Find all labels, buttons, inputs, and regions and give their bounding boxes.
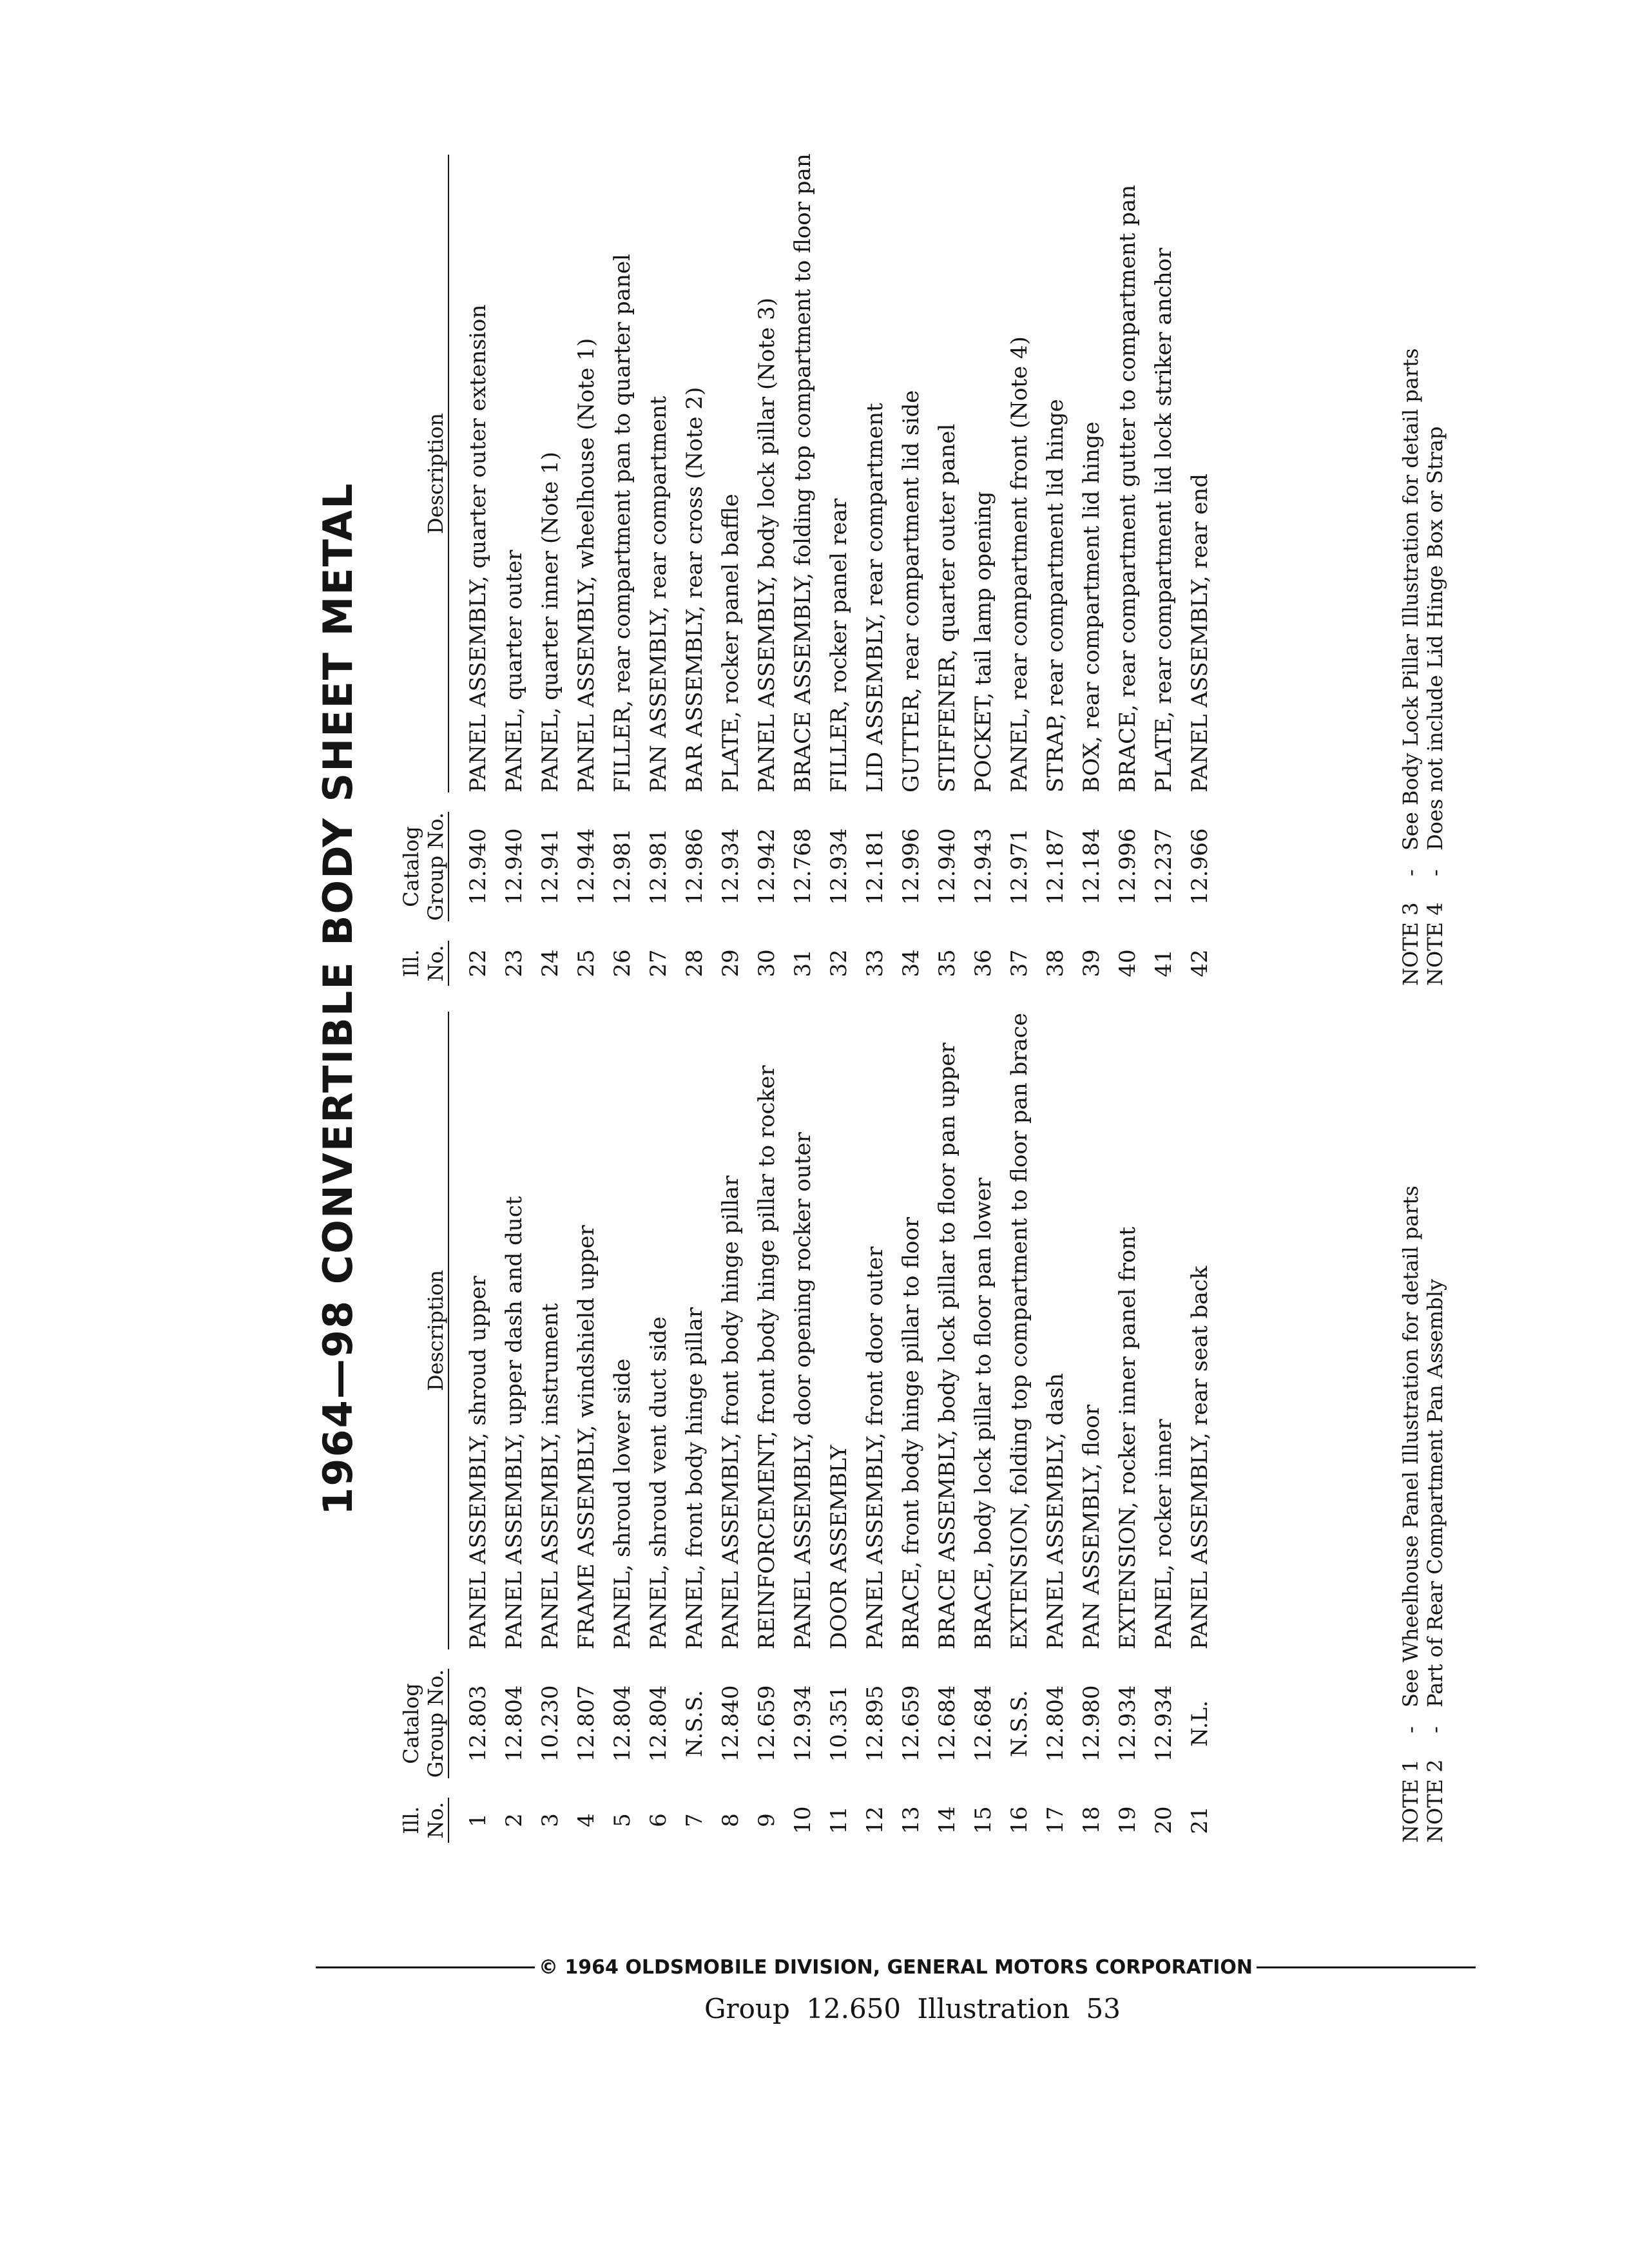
notes-right: [1398, 155, 1447, 986]
part-description: BRACE, body lock pillar to floor pan lower: [970, 1177, 996, 1649]
part-description: BAR ASSEMBLY, rear cross (Note 2): [682, 387, 708, 793]
catalog-group-number: 12.803: [465, 1685, 491, 1762]
table-row: [1007, 1012, 1032, 1843]
ill-number: 41: [1151, 949, 1177, 977]
catalog-group-number: 12.181: [862, 828, 888, 905]
ill-number: 5: [610, 1813, 635, 1827]
table-header: [383, 1012, 454, 1843]
part-description: PANEL ASSEMBLY, door opening rocker outer: [790, 1132, 816, 1649]
divider: [1257, 1966, 1476, 1968]
catalog-group-number: 12.986: [682, 828, 708, 905]
table-row: [466, 1012, 490, 1843]
catalog-group-number: 12.944: [574, 828, 599, 905]
note-dash: -: [1398, 869, 1423, 876]
catalog-group-number: 12.966: [1187, 828, 1213, 905]
catalog-group-number: 12.942: [754, 828, 780, 905]
ill-number: 17: [1043, 1806, 1068, 1834]
catalog-group-number: 12.940: [465, 828, 491, 905]
catalog-group-number: 12.804: [646, 1685, 671, 1762]
part-description: PANEL, shroud vent duct side: [646, 1316, 671, 1649]
part-description: REINFORCEMENT, front body hinge pillar to rocker: [754, 1065, 780, 1649]
catalog-group-number: 12.941: [537, 828, 563, 905]
part-description: PANEL ASSEMBLY, quarter outer extension: [465, 304, 491, 793]
ill-number: 4: [574, 1813, 599, 1827]
ill-number: 19: [1115, 1806, 1141, 1834]
catalog-group-number: 12.807: [574, 1685, 599, 1762]
note: [1398, 155, 1423, 986]
catalog-group-number: 12.684: [934, 1685, 960, 1762]
note-dash: -: [1398, 1726, 1423, 1733]
catalog-group-number: 12.996: [1115, 828, 1141, 905]
part-description: PANEL, quarter outer: [501, 550, 527, 793]
ill-number: 20: [1151, 1806, 1177, 1834]
table-row: [502, 1012, 526, 1843]
ill-number: 36: [970, 949, 996, 977]
part-description: PAN ASSEMBLY, rear compartment: [646, 396, 671, 793]
ill-number: 12: [862, 1806, 888, 1834]
ill-number: 15: [970, 1806, 996, 1834]
note-text: Part of Rear Compartment Pan Assembly: [1423, 1278, 1447, 1707]
part-description: PLATE, rocker panel baffle: [718, 494, 744, 793]
part-description: PANEL, shroud lower side: [610, 1358, 635, 1649]
part-description: PANEL ASSEMBLY, rear end: [1187, 474, 1213, 793]
part-description: PANEL, quarter inner (Note 1): [537, 452, 563, 793]
note: [1398, 1012, 1423, 1843]
rows-left: [466, 1012, 1212, 1843]
part-description: BRACE, front body hinge pillar to floor: [898, 1216, 924, 1649]
table-row: [646, 1012, 671, 1843]
part-description: PANEL ASSEMBLY, rear seat back: [1187, 1265, 1213, 1649]
note-dash: -: [1423, 869, 1447, 876]
note: [1423, 1012, 1447, 1843]
catalog-group-number: 12.980: [1079, 1685, 1104, 1762]
table-row: [971, 155, 996, 986]
table-row: [466, 155, 490, 986]
ill-number: 3: [537, 1813, 563, 1827]
ill-number: 30: [754, 949, 780, 977]
ill-number: 10: [790, 1806, 816, 1834]
ill-number: 11: [826, 1806, 852, 1834]
part-description: PANEL ASSEMBLY, wheelhouse (Note 1): [574, 338, 599, 793]
ill-number: 8: [718, 1813, 744, 1827]
ill-number: 9: [754, 1813, 780, 1827]
part-description: BOX, rear compartment lid hinge: [1079, 421, 1104, 793]
table-row: [1043, 155, 1068, 986]
divider: [316, 1966, 535, 1968]
table-row: [1115, 155, 1140, 986]
ill-number: 18: [1079, 1806, 1104, 1834]
table-row: [646, 155, 671, 986]
part-description: PANEL, rocker inner: [1151, 1419, 1177, 1649]
part-description: PANEL ASSEMBLY, body lock pillar (Note 3): [754, 297, 780, 793]
catalog-group-number: 12.981: [646, 828, 671, 905]
catalog-group-number: N.S.S.: [682, 1689, 708, 1758]
table-row: [1043, 1012, 1068, 1843]
catalog-group-number: N.L.: [1187, 1700, 1213, 1747]
catalog-group-number: 12.940: [501, 828, 527, 905]
ill-number: 28: [682, 949, 708, 977]
catalog-group-number: 12.895: [862, 1685, 888, 1762]
table-row: [574, 1012, 599, 1843]
illustration-caption: Group 12.650 Illustration 53: [704, 1993, 1121, 2024]
ill-number: 29: [718, 949, 744, 977]
table-row: [863, 155, 887, 986]
part-description: FRAME ASSEMBLY, windshield upper: [574, 1225, 599, 1649]
note-text: See Body Lock Pillar Illustration for detail parts: [1398, 348, 1423, 850]
part-description: PANEL, front body hinge pillar: [682, 1307, 708, 1649]
catalog-group-number: 12.804: [610, 1685, 635, 1762]
note-label: NOTE 3: [1398, 902, 1423, 986]
copyright-text: © 1964 OLDSMOBILE DIVISION, GENERAL MOTORS CORPORATION: [538, 1956, 1253, 1979]
ill-number: 6: [646, 1813, 671, 1827]
ill-number: 39: [1079, 949, 1104, 977]
note-text: See Wheelhouse Panel Illustration for detail parts: [1398, 1186, 1423, 1707]
note-label: NOTE 2: [1423, 1759, 1447, 1843]
ill-number: 37: [1007, 949, 1032, 977]
part-description: POCKET, tail lamp opening: [970, 491, 996, 793]
part-description: GUTTER, rear compartment lid side: [898, 390, 924, 793]
table-row: [502, 155, 526, 986]
table-row: [827, 1012, 851, 1843]
ill-number: 7: [682, 1813, 708, 1827]
parts-table-left: [383, 1012, 1212, 1843]
part-description: FILLER, rear compartment pan to quarter panel: [610, 254, 635, 793]
table-row: [935, 155, 959, 986]
part-description: EXTENSION, rocker inner panel front: [1115, 1226, 1141, 1649]
part-description: PANEL ASSEMBLY, upper dash and duct: [501, 1196, 527, 1649]
part-description: BRACE, rear compartment gutter to compartment pan: [1115, 184, 1141, 793]
table-row: [574, 155, 599, 986]
catalog-group-number: 12.804: [501, 1685, 527, 1762]
catalog-group-number: 12.684: [970, 1685, 996, 1762]
table-row: [899, 1012, 923, 1843]
note-label: NOTE 1: [1398, 1759, 1423, 1843]
page-title: 1964—98 CONVERTIBLE BODY SHEET METAL: [314, 482, 361, 1515]
part-description: PANEL ASSEMBLY, shroud upper: [465, 1276, 491, 1649]
catalog-group-number: 12.996: [898, 828, 924, 905]
catalog-group-number: 12.981: [610, 828, 635, 905]
table-row: [755, 1012, 779, 1843]
table-row: [1152, 1012, 1176, 1843]
header-ill-no: Ill. No.: [399, 941, 449, 986]
catalog-group-number: 12.840: [718, 1685, 744, 1762]
ill-number: 22: [465, 949, 491, 977]
table-row: [1079, 1012, 1104, 1843]
part-description: DOOR ASSEMBLY: [826, 1445, 852, 1649]
ill-number: 42: [1187, 949, 1213, 977]
table-row: [1115, 1012, 1140, 1843]
catalog-group-number: 12.943: [970, 828, 996, 905]
note-dash: -: [1423, 1726, 1447, 1733]
ill-number: 33: [862, 949, 888, 977]
table-row: [610, 1012, 635, 1843]
part-description: PAN ASSEMBLY, floor: [1079, 1405, 1104, 1649]
catalog-group-number: 12.184: [1079, 828, 1104, 905]
table-row: [791, 155, 815, 986]
table-row: [538, 155, 563, 986]
ill-number: 1: [465, 1813, 491, 1827]
table-row: [827, 155, 851, 986]
table-row: [1152, 155, 1176, 986]
table-row: [791, 1012, 815, 1843]
table-row: [1188, 155, 1212, 986]
note-label: NOTE 4: [1423, 902, 1447, 986]
table-row: [718, 1012, 743, 1843]
part-description: PANEL, rear compartment front (Note 4): [1007, 336, 1032, 793]
table-row: [971, 1012, 996, 1843]
header-catalog-group: Catalog Group No.: [399, 812, 448, 921]
ill-number: 25: [574, 949, 599, 977]
part-description: STRAP, rear compartment lid hinge: [1043, 399, 1068, 793]
table-row: [610, 155, 635, 986]
ill-number: 16: [1007, 1806, 1032, 1834]
table-row: [1007, 155, 1032, 986]
catalog-group-number: N.S.S.: [1007, 1689, 1032, 1758]
rotated-parts-table: [309, 155, 1495, 1843]
table-row: [1079, 155, 1104, 986]
catalog-group-number: 12.934: [1115, 1685, 1141, 1762]
table-row: [935, 1012, 959, 1843]
ill-number: 14: [934, 1806, 960, 1834]
note-text: Does not include Lid Hinge Box or Strap: [1423, 426, 1447, 850]
catalog-group-number: 12.237: [1151, 828, 1177, 905]
part-description: LID ASSEMBLY, rear compartment: [862, 403, 888, 793]
catalog-group-number: 12.971: [1007, 828, 1032, 905]
rows-right: [466, 155, 1212, 986]
part-description: PANEL ASSEMBLY, front door outer: [862, 1246, 888, 1649]
catalog-group-number: 12.934: [718, 828, 744, 905]
ill-number: 32: [826, 949, 852, 977]
ill-number: 38: [1043, 949, 1068, 977]
ill-number: 40: [1115, 949, 1141, 977]
catalog-group-number: 12.934: [1151, 1685, 1177, 1762]
ill-number: 35: [934, 949, 960, 977]
table-row: [682, 155, 707, 986]
catalog-group-number: 10.230: [537, 1685, 563, 1762]
catalog-group-number: 12.187: [1043, 828, 1068, 905]
catalog-group-number: 12.934: [790, 1685, 816, 1762]
part-description: STIFFENER, quarter outer panel: [934, 423, 960, 793]
ill-number: 34: [898, 949, 924, 977]
ill-number: 27: [646, 949, 671, 977]
ill-number: 23: [501, 949, 527, 977]
header-description: Description: [423, 155, 449, 793]
part-description: PANEL ASSEMBLY, front body hinge pillar: [718, 1175, 744, 1649]
parts-table-right: [383, 155, 1212, 986]
catalog-group-number: 12.940: [934, 828, 960, 905]
catalog-group-number: 12.768: [790, 828, 816, 905]
header-ill-no: Ill. No.: [399, 1798, 449, 1843]
table-row: [718, 155, 743, 986]
catalog-group-number: 12.934: [826, 828, 852, 905]
part-description: EXTENSION, folding top compartment to floor pan brace: [1007, 1012, 1032, 1649]
table-row: [538, 1012, 563, 1843]
header-description: Description: [423, 1012, 449, 1649]
table-row: [682, 1012, 707, 1843]
table-row: [755, 155, 779, 986]
part-description: BRACE ASSEMBLY, folding top compartment to floor pan: [790, 153, 816, 793]
part-description: PLATE, rear compartment lid lock striker anchor: [1151, 247, 1177, 793]
copyright-line: [316, 1956, 1476, 1978]
ill-number: 24: [537, 949, 563, 977]
ill-number: 2: [501, 1813, 527, 1827]
ill-number: 21: [1187, 1806, 1213, 1834]
table-row: [1188, 1012, 1212, 1843]
ill-number: 13: [898, 1806, 924, 1834]
table-row: [899, 155, 923, 986]
part-description: BRACE ASSEMBLY, body lock pillar to floor pan upper: [934, 1043, 960, 1649]
catalog-group-number: 12.659: [754, 1685, 780, 1762]
part-description: PANEL ASSEMBLY, instrument: [537, 1303, 563, 1649]
ill-number: 26: [610, 949, 635, 977]
table-row: [863, 1012, 887, 1843]
part-description: FILLER, rocker panel rear: [826, 498, 852, 793]
table-header: [383, 155, 454, 986]
catalog-group-number: 10.351: [826, 1685, 852, 1762]
ill-number: 31: [790, 949, 816, 977]
notes-left: [1398, 1012, 1447, 1843]
header-catalog-group: Catalog Group No.: [399, 1669, 448, 1778]
part-description: PANEL ASSEMBLY, dash: [1043, 1373, 1068, 1649]
note: [1423, 155, 1447, 986]
catalog-group-number: 12.804: [1043, 1685, 1068, 1762]
catalog-group-number: 12.659: [898, 1685, 924, 1762]
